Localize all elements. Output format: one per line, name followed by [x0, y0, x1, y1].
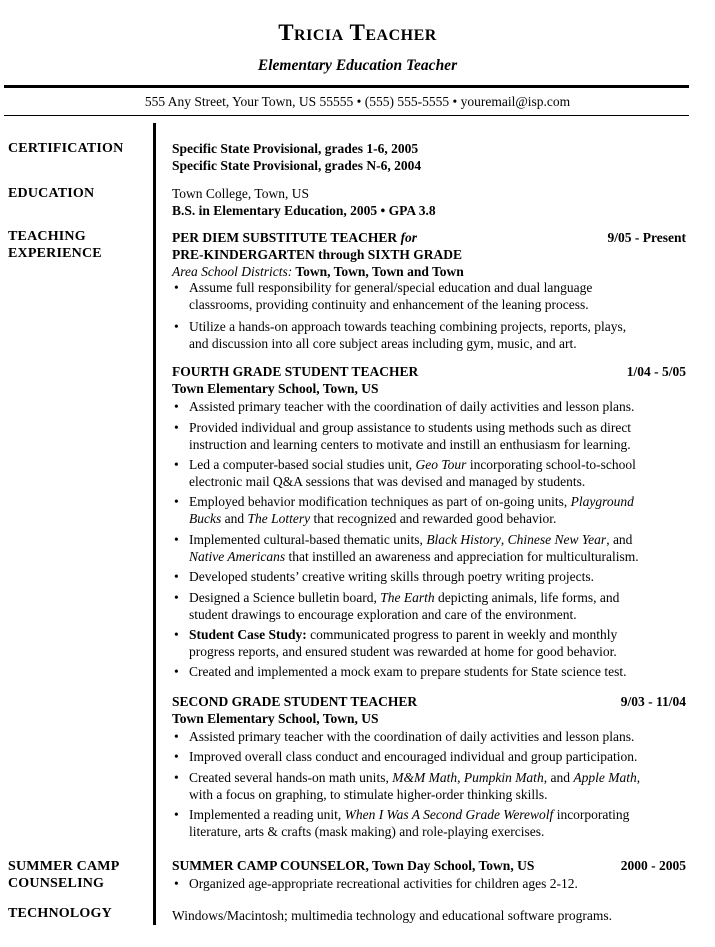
- section-education: EDUCATION: [8, 186, 95, 201]
- text-run: Designed a Science bulletin board,: [189, 590, 381, 605]
- bullet-line: instruction and learning centers to motivate and instill an enthusiasm for learning.: [189, 436, 631, 452]
- job1-org-name: Town, Town, Town and Town: [292, 264, 464, 279]
- education-degree: B.S. in Elementary Education, 2005 • GPA 3.8: [172, 203, 436, 218]
- bullet-line: • Utilize a hands-on approach towards teaching combining projects, reports, plays,: [189, 319, 627, 334]
- section-summer-line1: SUMMER CAMP: [8, 859, 120, 874]
- text-run: Pumpkin Math: [463, 770, 544, 785]
- job2-bullet: [172, 494, 686, 528]
- bullet-line: [189, 770, 686, 787]
- header-rule: [4, 85, 689, 88]
- job3-org: Town Elementary School, Town, US: [172, 711, 379, 726]
- text-run: Playground: [570, 494, 634, 509]
- job1-bullet: [172, 280, 686, 314]
- bullet-line: with a focus on graphing, to stimulate higher-order thinking skills.: [189, 786, 548, 802]
- bullet-line: [189, 494, 686, 511]
- text-run: M&M Math: [392, 770, 458, 785]
- bullet-line: • Provided individual and group assistance to students using methods such as direct: [189, 420, 632, 435]
- contact-rule: [4, 115, 689, 116]
- summer-title: SUMMER CAMP COUNSELOR, Town Day School, Town, US: [172, 858, 535, 873]
- bullet-line: student drawings to encourage exploration and care of the environment.: [189, 606, 577, 622]
- bullet-line: • Improved overall class conduct and encouraged individual and group participation.: [189, 749, 638, 764]
- text-run: and: [221, 510, 248, 526]
- certification-item: Specific State Provisional, grades 1-6, 2005: [172, 141, 419, 156]
- text-run: ,: [500, 532, 508, 547]
- text-run: communicated progress to parent in weekly and monthly: [306, 627, 618, 642]
- text-run: ,: [457, 770, 464, 785]
- job1-org-label: Area School Districts:: [172, 264, 293, 279]
- text-run: , and: [543, 770, 574, 785]
- bullet-line: • Assisted primary teacher with the coordination of daily activities and lesson plans.: [189, 399, 635, 414]
- job1-header: [172, 229, 686, 246]
- bullet-line: [189, 627, 686, 644]
- section-divider: [153, 123, 156, 925]
- summer-bullet: [172, 876, 686, 893]
- section-teaching-line1: TEACHING: [8, 229, 86, 244]
- text-run: that recognized and rewarded good behavior.: [310, 510, 557, 526]
- job2-bullet: [172, 590, 686, 624]
- job2-org: Town Elementary School, Town, US: [172, 381, 379, 396]
- text-run: incorporating: [553, 807, 630, 822]
- text-run: incorporating school-to-school: [466, 457, 636, 472]
- text-run: Apple Math: [573, 770, 637, 785]
- section-certification: CERTIFICATION: [8, 141, 124, 156]
- section-summer: [8, 859, 119, 892]
- bullet-line: classrooms, providing continuity and enhancement of the leaning process.: [189, 296, 589, 312]
- text-run: depicting animals, life forms, and: [434, 590, 620, 605]
- bullet-line: [189, 457, 686, 474]
- text-run: The Earth: [380, 590, 435, 605]
- text-run: Implemented cultural-based thematic units,: [189, 532, 427, 547]
- bullet-line: • Assisted primary teacher with the coordination of daily activities and lesson plans.: [189, 729, 635, 744]
- job1-title2: PRE-KINDERGARTEN through SIXTH GRADE: [172, 247, 462, 262]
- bullet-line: [189, 532, 686, 549]
- bullet-line: • Organized age-appropriate recreational activities for children ages 2-12.: [189, 876, 578, 891]
- education-school: Town College, Town, US: [172, 186, 309, 201]
- job2-title: FOURTH GRADE STUDENT TEACHER: [172, 364, 419, 379]
- text-run: Student Case Study:: [189, 627, 307, 642]
- text-run: Employed behavior modification techniques as part of on-going units,: [189, 494, 571, 509]
- text-run: Created several hands-on math units,: [189, 770, 393, 785]
- bullet-line: progress reports, and ensured student was rewarded at home for good behavior.: [189, 643, 617, 659]
- bullet-line: literature, arts & crafts (mask making) and role-playing exercises.: [189, 823, 545, 839]
- bullet-line: and discussion into all core subject areas including gym, music, and art.: [189, 335, 577, 351]
- section-teaching-line2: EXPERIENCE: [8, 245, 102, 261]
- text-run: Black History: [426, 532, 501, 547]
- job3-header: [172, 693, 686, 710]
- resume-name: Tricia Teacher: [278, 20, 437, 45]
- job3-title: SECOND GRADE STUDENT TEACHER: [172, 694, 418, 709]
- bullet-line: [189, 511, 686, 528]
- job3-bullet: [172, 749, 686, 766]
- resume-title: Elementary Education Teacher: [257, 57, 458, 74]
- text-run: Led a computer-based social studies unit,: [189, 457, 416, 472]
- text-run: ,: [636, 770, 641, 785]
- text-run: , and: [606, 532, 633, 547]
- bullet-line: [189, 549, 686, 566]
- bullet-line: electronic mail Q&A sessions that was devised and managed by students.: [189, 473, 586, 489]
- text-run: The Lottery: [247, 510, 311, 526]
- section-technology: TECHNOLOGY: [8, 906, 112, 921]
- text-run: that instilled an awareness and appreciation for multiculturalism.: [285, 548, 639, 564]
- summer-header: [172, 857, 686, 874]
- job2-bullet: [172, 532, 686, 566]
- bullet-line: • Developed students’ creative writing skills through poetry writing projects.: [189, 569, 595, 584]
- bullet-line: • Assume full responsibility for general/special education and dual language: [189, 280, 593, 295]
- section-teaching: [8, 229, 102, 262]
- job1-title: PER DIEM SUBSTITUTE TEACHER: [172, 230, 398, 245]
- certification-item: Specific State Provisional, grades N-6, 2004: [172, 158, 422, 173]
- text-run: Geo Tour: [415, 457, 467, 472]
- text-run: Implemented a reading unit,: [189, 807, 345, 822]
- job2-header: [172, 363, 686, 380]
- section-summer-line2: COUNSELING: [8, 875, 105, 891]
- bullet-line: [189, 590, 686, 607]
- summer-dates: 2000 - 2005: [620, 858, 686, 873]
- job2-bullet: [172, 420, 686, 454]
- text-run: Bucks: [189, 510, 222, 526]
- job2-bullet: [172, 399, 686, 416]
- text-run: Chinese New Year: [507, 532, 607, 547]
- job1-org: [172, 263, 686, 280]
- bullet-line: • Created and implemented a mock exam to prepare students for State science test.: [189, 664, 627, 679]
- job3-dates: 9/03 - 11/04: [620, 694, 686, 709]
- job1-title-for: for: [397, 230, 418, 245]
- text-run: Native Americans: [189, 548, 286, 564]
- job2-bullet: [172, 457, 686, 491]
- job3-bullet: [172, 770, 686, 804]
- job3-bullet: [172, 807, 686, 841]
- job3-bullet: [172, 729, 686, 746]
- bullet-line: [189, 807, 686, 824]
- job1-dates: 9/05 - Present: [607, 230, 686, 245]
- job2-bullet: [172, 627, 686, 661]
- job2-bullet: [172, 569, 686, 586]
- job2-dates: 1/04 - 5/05: [626, 364, 686, 379]
- technology-text: Windows/Macintosh; multimedia technology and educational software programs.: [172, 908, 612, 923]
- job2-bullet: [172, 664, 686, 681]
- job1-bullet: [172, 319, 686, 353]
- text-run: When I Was A Second Grade Werewolf: [344, 807, 554, 822]
- contact-line: 555 Any Street, Your Town, US 55555 • (555) 555-5555 • youremail@isp.com: [144, 94, 571, 109]
